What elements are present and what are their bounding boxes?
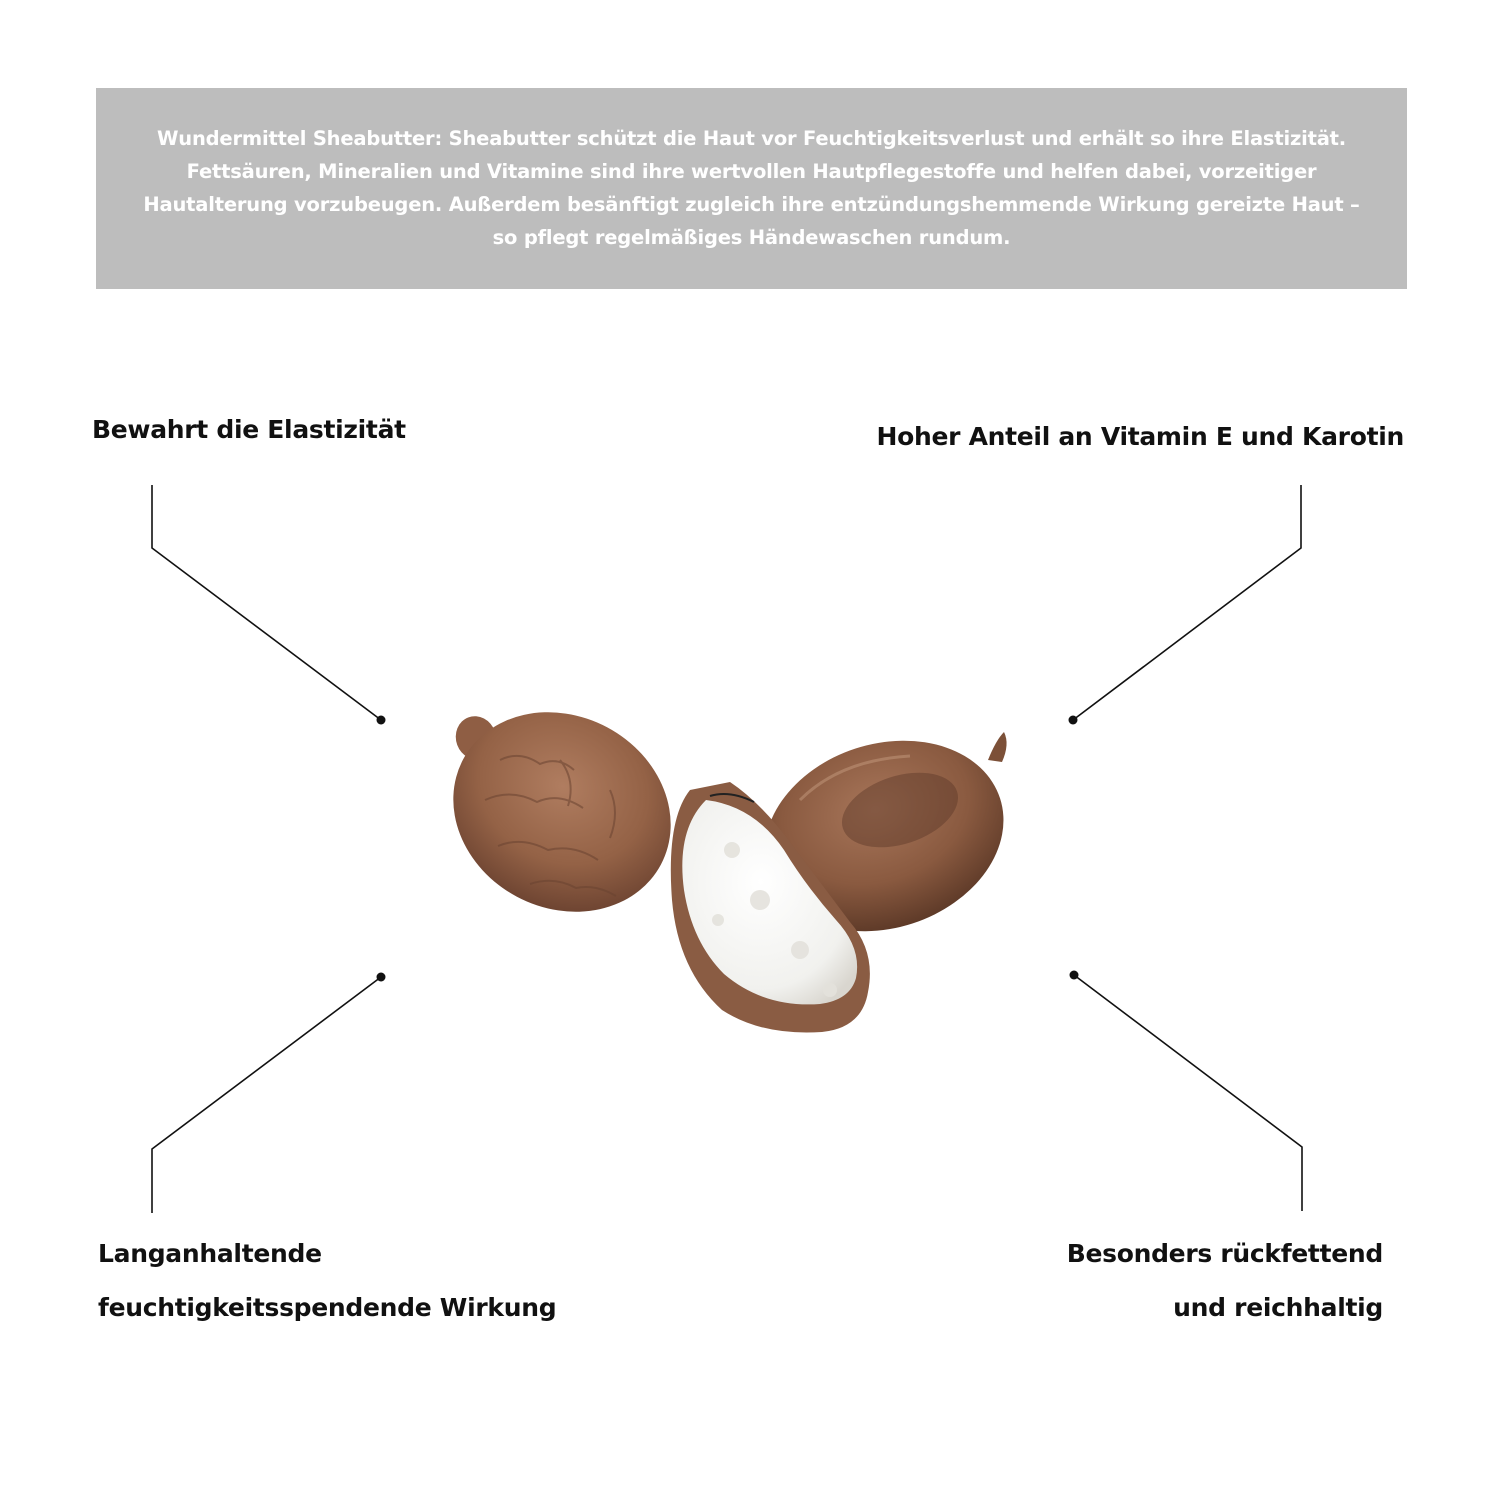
feature-label-line: Bewahrt die Elastizität: [92, 415, 406, 444]
feature-label-vitamin-e: [876, 410, 1404, 464]
feature-label-line: Langanhaltende: [98, 1239, 322, 1268]
shea-nut-left: [418, 675, 706, 950]
feature-label-refatting: [1067, 1227, 1383, 1335]
feature-label-line: feuchtigkeitsspendende Wirkung: [98, 1293, 557, 1322]
intro-text: Wundermittel Sheabutter: Sheabutter schützt die Haut vor Feuchtigkeitsverlust und erhält so ihre Elastizität. Fettsäuren, Mineralien und Vitamine sind ihre wertvollen Hautpflegestoffe und helfen dabei, vorzeitiger Hautalterung vorzubeugen. Außerdem besänftigt zugleich ihre entzündungshemmende Wirkung gereizte Haut – so pflegt regelmäßiges Händewaschen rundum.: [143, 127, 1360, 249]
feature-label-line: Besonders rückfettend: [1066, 1239, 1383, 1268]
feature-label-moisturizing: [98, 1227, 556, 1335]
feature-label-elasticity: [92, 403, 406, 457]
feature-label-line: und reichhaltig: [1173, 1293, 1383, 1322]
feature-label-line: Hoher Anteil an Vitamin E und Karotin: [876, 422, 1404, 451]
